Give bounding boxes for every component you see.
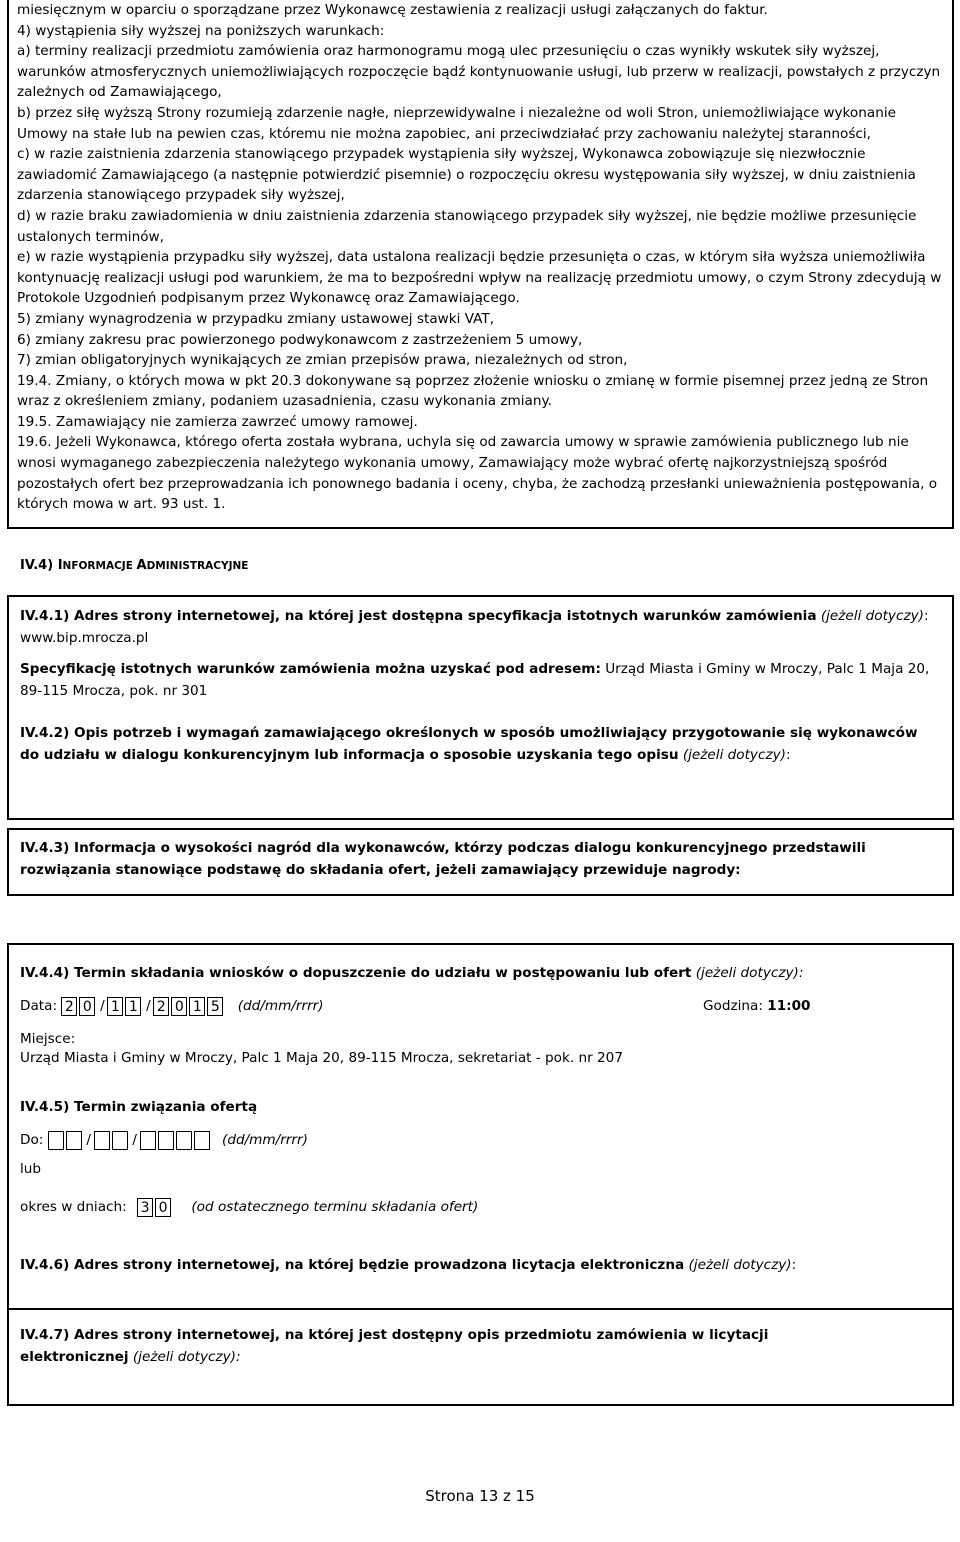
iv45-to-row: Do: / / (dd/mm/rrrr) [20,1132,308,1148]
paragraph: 7) zmian obligatoryjnych wynikających ze zmian przepisów prawa, niezależnych od stron, [17,352,628,369]
date-label: Data: [20,998,58,1014]
to-label: Do: [20,1132,44,1148]
iv44-time [703,995,811,1017]
iv43-label: IV.4.3) Informacja o wysokości nagród dla wykonawców, którzy podczas dialogu konkurencyjnego przedstawili rozwiązania stanowiące podstawę do składania ofert, jeżeli zamawiający przewiduje nagrody: [20,840,866,878]
time-label: Godzina: [703,998,763,1014]
date-digit: 1 [125,997,141,1016]
iv42-label: IV.4.2) Opis potrzeb i wymagań zamawiającego określonych w sposób umożliwiający przygotowanie się wykonawców do udziału w dialogu konkurencyjnym lub informacja o sposobie uzyskania tego opisu [20,725,918,763]
iv44-label: IV.4.4) Termin składania wniosków o dopuszczenie do udziału w postępowaniu lub ofert [20,965,692,981]
iv47-note: (jeżeli dotyczy): [132,1349,241,1365]
paragraph: c) w razie zaistnienia zdarzenia stanowiącego przypadek wystąpienia siły wyższej, Wykonawca zobowiązuje się niezwłocznie zawiadomić Zamawiającego (a następnie potwierdzić pisemnie) o rozpoczęciu okresu występowania siły wyższej, w dniu zaistnienia zdarzenia stanowiącego przypadek siły wyższej, [17,146,916,204]
date-digit: 0 [171,997,187,1016]
iv45-days-row [20,1196,478,1218]
date-digit: 2 [153,997,169,1016]
paragraph: 19.5. Zamawiający nie zamierza zawrzeć umowy ramowej. [17,413,418,430]
days-note: (od ostatecznego terminu składania ofert) [191,1199,479,1215]
paragraph: a) terminy realizacji przedmiotu zamówienia oraz harmonogramu mogą ulec przesunięciu o czas wynikły wskutek siły wyższej, warunków atmosferycznych uniemożliwiających rozpoczęcie bądź kontynuowanie usługi, lub przerw w realizacji, powstałych z przyczyn zależnych od Zamawiającego, [17,43,941,101]
iv46-block: IV.4.6) Adres strony internetowej, na której będzie prowadzona licytacja elektroniczna (jeżeli dotyczy): [20,1257,797,1273]
iv46-note: (jeżeli dotyczy) [688,1257,792,1273]
date-digit: 1 [107,997,123,1016]
empty-digit-box [112,1131,128,1150]
empty-digit-box [94,1131,110,1150]
date-digit: 0 [79,997,95,1016]
date-digit: 5 [207,997,223,1016]
date-format: (dd/mm/rrrr) [237,998,324,1014]
or-label: lub [20,1161,42,1177]
paragraph: 5) zmiany wynagrodzenia w przypadku zmiany ustawowej stawki VAT, [17,310,495,327]
iv46-label: IV.4.6) Adres strony internetowej, na której będzie prowadzona licytacja elektroniczna [20,1257,685,1273]
time-value: 11:00 [767,998,811,1014]
paragraph: 19.4. Zmiany, o których mowa w pkt 20.3 dokonywane są poprzez złożenie wniosku o zmianę w formie pisemnej przez jedną ze Stron wraz z określeniem zmiany, podaniem uzasadnienia, czasu wykonania zmiany. [17,372,929,410]
divider [7,1308,954,1310]
conditions-continuation-box [7,0,954,529]
section-heading: IV.4) INFORMACJE ADMINISTRACYJNE [20,558,249,573]
siwz-value: Urząd Miasta i Gminy w Mroczy, Palc 1 Maja 20, 89-115 Mrocza, pok. nr 301 [20,661,930,699]
days-digit: 3 [137,1198,153,1217]
paragraph: 4) wystąpienia siły wyższej na poniższych warunkach: [17,22,385,39]
paragraph: b) przez siłę wyższą Strony rozumieją zdarzenie nagłe, nieprzewidywalne i niezależne od woli Stron, uniemożliwiające wykonanie Umowy na stałe lub na pewien czas, któremu nie można zapobiec, ani przeciwdziałać przy zachowaniu należytej staranności, [17,104,896,142]
empty-digit-box [48,1131,64,1150]
page-number: Strona 13 z 15 [425,1487,535,1505]
iv44-note: (jeżeli dotyczy): [695,965,804,981]
empty-digit-box [66,1131,82,1150]
paragraph: 6) zmiany zakresu prac powierzonego podwykonawcom z zastrzeżeniem 5 umowy, [17,331,583,348]
empty-digit-box [158,1131,174,1150]
empty-digit-box [176,1131,192,1150]
iv43-block [20,837,940,881]
empty-digit-box [140,1131,156,1150]
iv41-note: (jeżeli dotyczy) [820,608,924,624]
date-digit: 1 [189,997,205,1016]
paragraph: 19.6. Jeżeli Wykonawca, którego oferta została wybrana, uchyla się od zawarcia umowy w sprawie zamówienia publicznego lub nie wnosi wymaganego zabezpieczenia należytego wykonania umowy, Zamawiający może wybrać ofertę najkorzystniejszą spośród pozostałych ofert bez przeprowadzania ich ponownego badania i oceny, chyba, że zachodzą przesłanki unieważnienia postępowania, o których mowa w art. 93 ust. 1. [17,434,938,513]
paragraph: miesięcznym w oparciu o sporządzane przez Wykonawcę zestawienia z realizacji usługi załączanych do faktur. [17,2,768,18]
iv41-label: IV.4.1) Adres strony internetowej, na której jest dostępna specyfikacja istotnych warunków zamówienia [20,608,817,624]
iv41-block: IV.4.1) Adres strony internetowej, na której jest dostępna specyfikacja istotnych warunków zamówienia (jeżeli dotyczy): www.bip.mrocza.pl [20,608,929,646]
iv47-label: IV.4.7) Adres strony internetowej, na której jest dostępny opis przedmiotu zamówienia w licytacji elektronicznej [20,1327,769,1365]
iv47-block [20,1324,860,1368]
siwz-label: Specyfikację istotnych warunków zamówienia można uzyskać pod adresem: [20,661,601,677]
days-label: okres w dniach: [20,1199,127,1215]
days-digit: 0 [155,1198,171,1217]
paragraph: e) w razie wystąpienia przypadku siły wyższej, data ustalona realizacji będzie przesunięta o czas, w którym siła wyższa uniemożliwiła kontynuację realizacji usługi pod warunkiem, że ma to bezpośredni wpływ na realizację przedmiotu umowy, o czym Strony zdecydują w Protokole Uzgodnień podpisanym przez Wykonawcę oraz Zamawiającego. [17,249,942,307]
to-format: (dd/mm/rrrr) [222,1132,308,1148]
date-digit: 2 [61,997,77,1016]
iv41-url: www.bip.mrocza.pl [20,630,149,646]
iv45-label: IV.4.5) Termin związania ofertą [20,1099,258,1115]
iv44-date-row: Data: 2 0 / 1 1 / 2 0 1 5 (dd/mm/rrrr) [20,998,324,1015]
conditions-text [9,0,952,515]
paragraph: d) w razie braku zawiadomienia w dniu zaistnienia zdarzenia stanowiącego przypadek siły wyższej, nie będzie możliwe przesunięcie ustalonych terminów, [17,207,917,245]
iv42-note: (jeżeli dotyczy) [682,747,786,763]
iv44-block [20,962,940,984]
place-value: Urząd Miasta i Gminy w Mroczy, Palc 1 Maja 20, 89-115 Mrocza, sekretariat - pok. nr 207 [20,1050,623,1066]
empty-digit-box [194,1131,210,1150]
place-label: Miejsce: [20,1031,76,1047]
siwz-address-block [20,658,940,702]
iv42-block: IV.4.2) Opis potrzeb i wymagań zamawiającego określonych w sposób umożliwiający przygotowanie się wykonawców do udziału w dialogu konkurencyjnym lub informacja o sposobie uzyskania tego opisu (jeżeli dotyczy): [20,725,918,763]
